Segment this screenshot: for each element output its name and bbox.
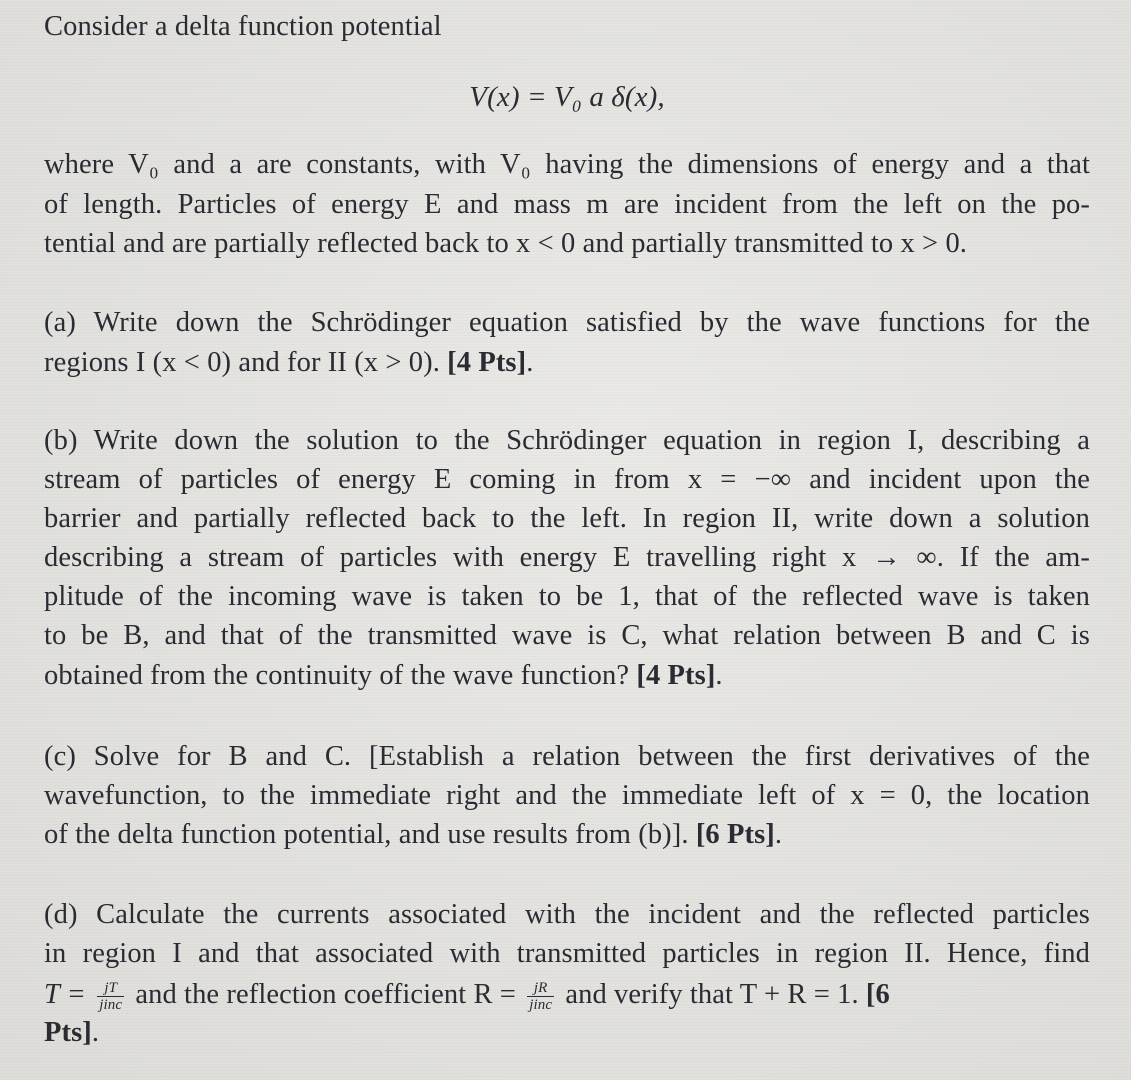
- equation-text: V(x) = V₀ a δ(x),: [469, 81, 665, 113]
- transmission-fraction: [97, 980, 124, 1013]
- fraction-numerator: jT: [97, 980, 124, 997]
- part-d-line-1: (d) Calculate the currents associated with the incident and the reflected particles: [44, 899, 1090, 930]
- part-c-line-3: [44, 818, 782, 852]
- part-a-line-1: (a) Write down the Schrödinger equation satisfied by the wave functions for the: [44, 307, 1090, 338]
- transmission-coefficient-symbol: T =: [44, 979, 86, 1010]
- part-c-end: .: [774, 819, 783, 850]
- description-line-1: where V₀ and a are constants, with V₀ having the dimensions of energy and a that: [44, 149, 1090, 180]
- part-b-line-4: describing a stream of particles with energy E travelling right x → ∞. If the am-: [44, 542, 1090, 573]
- part-c-line-2: wavefunction, to the immediate right and the immediate left of x = 0, the location: [44, 780, 1090, 811]
- part-b-line-5: plitude of the incoming wave is taken to be 1, that of the reflected wave is taken: [44, 581, 1090, 612]
- fraction-numerator: jR: [527, 980, 554, 997]
- intro-line: [44, 10, 442, 44]
- part-d-line-2: in region I and that associated with transmitted particles in region II. Hence, find: [44, 938, 1090, 969]
- part-a-end: .: [526, 347, 534, 378]
- part-b-line-1: (b) Write down the solution to the Schrödinger equation in region I, describing a: [44, 425, 1090, 456]
- description-line-3: tential and are partially reflected back to x < 0 and partially transmitted to x > 0.: [44, 228, 968, 259]
- fraction-denominator: jinc: [99, 996, 123, 1013]
- part-b-line-6: to be B, and that of the transmitted wave is C, what relation between B and C is: [44, 620, 1090, 651]
- part-c-line-1: (c) Solve for B and C. [Establish a relation between the first derivatives of the: [44, 741, 1090, 772]
- part-d-points-start: [6: [865, 979, 890, 1010]
- part-b-line-3: barrier and partially reflected back to the left. In region II, write down a solution: [44, 503, 1090, 534]
- part-a-points: [4 Pts]: [447, 347, 527, 378]
- fraction-denominator: jinc: [529, 996, 553, 1013]
- reflection-coefficient-text: and the reflection coefficient R =: [135, 979, 516, 1010]
- part-a-line-2: [44, 346, 533, 380]
- part-d-points-end: Pts]: [44, 1017, 92, 1048]
- verify-text: and verify that T + R = 1.: [565, 979, 859, 1010]
- part-b-points: [4 Pts]: [636, 660, 716, 691]
- intro-text: Consider a delta function potential: [44, 11, 442, 42]
- part-c-points: [6 Pts]: [695, 819, 775, 850]
- part-b-text: obtained from the continuity of the wave function?: [44, 660, 630, 691]
- part-a-text: regions I (x < 0) and for II (x > 0).: [44, 347, 440, 378]
- reflection-fraction: [527, 980, 554, 1013]
- description-line-2: of length. Particles of energy E and mass m are incident from the left on the po-: [44, 189, 1090, 220]
- part-d-line-4: [44, 1016, 99, 1050]
- part-b-end: .: [715, 660, 723, 691]
- part-b-line-2: stream of particles of energy E coming in from x = −∞ and incident upon the: [44, 464, 1090, 495]
- part-c-text: of the delta function potential, and use results from (b)].: [44, 819, 689, 850]
- part-d-end: .: [91, 1017, 100, 1048]
- potential-equation: [44, 80, 1090, 114]
- part-d-line-3: [44, 978, 890, 1013]
- part-b-line-7: [44, 659, 723, 693]
